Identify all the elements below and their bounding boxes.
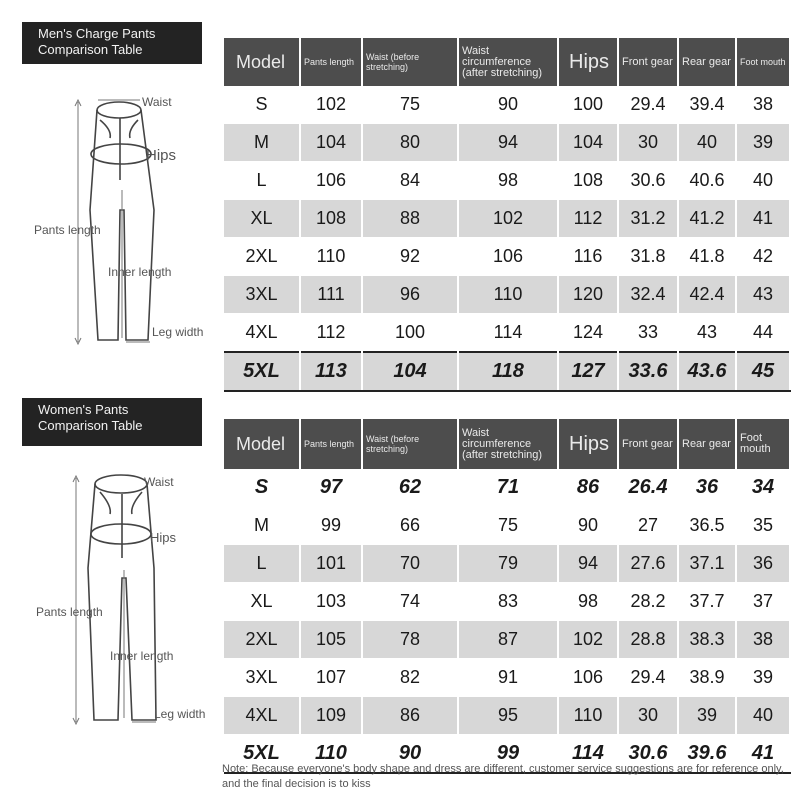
women-header-model: Model bbox=[224, 419, 300, 469]
women-table-cell: 101 bbox=[300, 545, 362, 583]
women-pants-diagram bbox=[20, 458, 220, 738]
women-table-cell: S bbox=[224, 469, 300, 507]
men-table-cell: 124 bbox=[558, 314, 618, 353]
women-waist-label: Waist bbox=[144, 475, 174, 489]
men-table-cell: 102 bbox=[458, 200, 558, 238]
women-table-row bbox=[224, 545, 790, 583]
men-header-model: Model bbox=[224, 38, 300, 86]
women-table-cell: 105 bbox=[300, 621, 362, 659]
men-table-cell: M bbox=[224, 124, 300, 162]
men-table-cell: 102 bbox=[300, 86, 362, 124]
disclaimer-note: Note: Because everyone's body shape and dress are different, customer service suggestions are for reference only, and the final decision is to kiss bbox=[222, 763, 784, 790]
men-table-cell: 80 bbox=[362, 124, 458, 162]
men-table-cell: 40.6 bbox=[678, 162, 736, 200]
women-table-cell: 41 bbox=[736, 735, 790, 774]
men-table-cell: 110 bbox=[300, 238, 362, 276]
men-header-waist-before: Waist (before stretching) bbox=[362, 38, 458, 86]
men-header-row bbox=[224, 38, 790, 86]
men-table-cell: 114 bbox=[458, 314, 558, 353]
women-table-cell: 39.6 bbox=[678, 735, 736, 774]
men-header-waist-after: Waist circumference (after stretching) bbox=[458, 38, 558, 86]
women-table-cell: 39 bbox=[678, 697, 736, 735]
women-leg-width-label: Leg width bbox=[154, 707, 206, 721]
men-section-title: Men's Charge Pants Comparison Table bbox=[22, 22, 202, 64]
men-table-row bbox=[224, 200, 790, 238]
men-table-cell: 43.6 bbox=[678, 352, 736, 391]
men-table-cell: 98 bbox=[458, 162, 558, 200]
men-table-cell: 104 bbox=[362, 352, 458, 391]
men-inner-length-label: Inner length bbox=[108, 265, 172, 279]
women-table-cell: 102 bbox=[558, 621, 618, 659]
men-waist-label: Waist bbox=[142, 95, 172, 109]
women-table-cell: 30 bbox=[618, 697, 678, 735]
women-header-waist-after: Waist circumference (after stretching) bbox=[458, 419, 558, 469]
women-table-cell: 35 bbox=[736, 507, 790, 545]
men-header-rear-gear: Rear gear bbox=[678, 38, 736, 86]
men-header-front-gear: Front gear bbox=[618, 38, 678, 86]
men-table-cell: 41 bbox=[736, 200, 790, 238]
men-table-cell: 120 bbox=[558, 276, 618, 314]
men-table-row bbox=[224, 238, 790, 276]
men-table-cell: L bbox=[224, 162, 300, 200]
women-table-cell: 98 bbox=[558, 583, 618, 621]
women-table-cell: 27.6 bbox=[618, 545, 678, 583]
women-table-cell: 37.7 bbox=[678, 583, 736, 621]
men-table-cell: 39 bbox=[736, 124, 790, 162]
women-table-cell: 66 bbox=[362, 507, 458, 545]
women-table-cell: 90 bbox=[558, 507, 618, 545]
women-table-cell: 90 bbox=[362, 735, 458, 774]
women-table-cell: 26.4 bbox=[618, 469, 678, 507]
women-table-cell: 38.3 bbox=[678, 621, 736, 659]
women-table-cell: 29.4 bbox=[618, 659, 678, 697]
women-table-cell: L bbox=[224, 545, 300, 583]
women-table-cell: 97 bbox=[300, 469, 362, 507]
women-table-cell: 103 bbox=[300, 583, 362, 621]
men-table-cell: 4XL bbox=[224, 314, 300, 353]
women-table-cell: 37 bbox=[736, 583, 790, 621]
women-header-front-gear: Front gear bbox=[618, 419, 678, 469]
women-table-cell: 3XL bbox=[224, 659, 300, 697]
men-table-cell: 111 bbox=[300, 276, 362, 314]
men-table-row bbox=[224, 86, 790, 124]
women-table-cell: 110 bbox=[558, 697, 618, 735]
men-table-cell: 104 bbox=[558, 124, 618, 162]
men-table-cell: 30 bbox=[618, 124, 678, 162]
women-table-cell: 78 bbox=[362, 621, 458, 659]
women-table-cell: 34 bbox=[736, 469, 790, 507]
men-table-cell: 104 bbox=[300, 124, 362, 162]
women-section-title: Women's Pants Comparison Table bbox=[22, 398, 202, 446]
men-header-pants-length: Pants length bbox=[300, 38, 362, 86]
men-table-cell: 116 bbox=[558, 238, 618, 276]
women-table-cell: 28.2 bbox=[618, 583, 678, 621]
men-header-hips: Hips bbox=[558, 38, 618, 86]
women-table-cell: 75 bbox=[458, 507, 558, 545]
men-pants-diagram bbox=[20, 80, 220, 360]
men-table-cell: 40 bbox=[678, 124, 736, 162]
women-table-cell: 36 bbox=[736, 545, 790, 583]
women-table-row bbox=[224, 507, 790, 545]
men-table-cell: 75 bbox=[362, 86, 458, 124]
men-header-foot-mouth: Foot mouth bbox=[736, 38, 790, 86]
men-size-table bbox=[224, 38, 791, 392]
women-table-cell: 40 bbox=[736, 697, 790, 735]
men-table-cell: 108 bbox=[300, 200, 362, 238]
men-table-cell: 33 bbox=[618, 314, 678, 353]
women-table-cell: 99 bbox=[458, 735, 558, 774]
men-table-cell: 41.8 bbox=[678, 238, 736, 276]
women-table-cell: 94 bbox=[558, 545, 618, 583]
men-table-cell: 41.2 bbox=[678, 200, 736, 238]
men-table-cell: 88 bbox=[362, 200, 458, 238]
women-table-cell: 27 bbox=[618, 507, 678, 545]
women-table-cell: 95 bbox=[458, 697, 558, 735]
women-table-row bbox=[224, 621, 790, 659]
men-table-cell: 38 bbox=[736, 86, 790, 124]
women-table-cell: 99 bbox=[300, 507, 362, 545]
men-table-cell: 94 bbox=[458, 124, 558, 162]
men-table-cell: 5XL bbox=[224, 352, 300, 391]
women-table-cell: 82 bbox=[362, 659, 458, 697]
women-table-cell: 71 bbox=[458, 469, 558, 507]
men-table-row bbox=[224, 352, 790, 391]
men-table-cell: 40 bbox=[736, 162, 790, 200]
men-table-row bbox=[224, 124, 790, 162]
women-table-cell: 70 bbox=[362, 545, 458, 583]
women-pants-length-label: Pants length bbox=[36, 605, 103, 619]
women-table-cell: 86 bbox=[558, 469, 618, 507]
women-table-cell: 38.9 bbox=[678, 659, 736, 697]
women-table-cell: M bbox=[224, 507, 300, 545]
women-table-cell: 107 bbox=[300, 659, 362, 697]
women-header-pants-length: Pants length bbox=[300, 419, 362, 469]
women-table-cell: 38 bbox=[736, 621, 790, 659]
men-table-cell: 43 bbox=[678, 314, 736, 353]
men-table-cell: 32.4 bbox=[618, 276, 678, 314]
men-table-cell: 100 bbox=[558, 86, 618, 124]
women-inner-length-label: Inner length bbox=[110, 649, 174, 663]
men-table-cell: 112 bbox=[558, 200, 618, 238]
women-table-cell: 62 bbox=[362, 469, 458, 507]
women-table-body bbox=[224, 469, 790, 773]
women-table-cell: 2XL bbox=[224, 621, 300, 659]
women-header-hips: Hips bbox=[558, 419, 618, 469]
men-leg-width-label: Leg width bbox=[152, 325, 204, 339]
women-table-cell: 91 bbox=[458, 659, 558, 697]
women-table-cell: XL bbox=[224, 583, 300, 621]
men-table-cell: 118 bbox=[458, 352, 558, 391]
men-table-cell: 90 bbox=[458, 86, 558, 124]
women-table-cell: 74 bbox=[362, 583, 458, 621]
men-table-cell: 96 bbox=[362, 276, 458, 314]
women-table-cell: 86 bbox=[362, 697, 458, 735]
women-table-cell: 87 bbox=[458, 621, 558, 659]
men-table-cell: 112 bbox=[300, 314, 362, 353]
men-table-cell: 3XL bbox=[224, 276, 300, 314]
men-pants-length-label: Pants length bbox=[34, 223, 101, 237]
women-table-row bbox=[224, 659, 790, 697]
women-table-cell: 39 bbox=[736, 659, 790, 697]
women-header-rear-gear: Rear gear bbox=[678, 419, 736, 469]
men-table-cell: 42.4 bbox=[678, 276, 736, 314]
women-table-row bbox=[224, 469, 790, 507]
men-table-cell: 42 bbox=[736, 238, 790, 276]
men-table-row bbox=[224, 162, 790, 200]
women-table-cell: 36.5 bbox=[678, 507, 736, 545]
women-table-cell: 109 bbox=[300, 697, 362, 735]
men-table-cell: 100 bbox=[362, 314, 458, 353]
women-table-cell: 106 bbox=[558, 659, 618, 697]
men-table-cell: 45 bbox=[736, 352, 790, 391]
men-table-cell: XL bbox=[224, 200, 300, 238]
men-table-cell: 33.6 bbox=[618, 352, 678, 391]
men-table-cell: 31.8 bbox=[618, 238, 678, 276]
men-table-cell: 106 bbox=[458, 238, 558, 276]
women-table-cell: 28.8 bbox=[618, 621, 678, 659]
women-table-cell: 4XL bbox=[224, 697, 300, 735]
women-table-cell: 37.1 bbox=[678, 545, 736, 583]
women-hips-label: Hips bbox=[150, 530, 177, 545]
men-table-row bbox=[224, 276, 790, 314]
men-table-cell: S bbox=[224, 86, 300, 124]
men-table-cell: 2XL bbox=[224, 238, 300, 276]
men-hips-label: Hips bbox=[146, 147, 177, 164]
women-table-cell: 110 bbox=[300, 735, 362, 774]
men-table-body bbox=[224, 86, 790, 391]
men-table-cell: 43 bbox=[736, 276, 790, 314]
women-header-row bbox=[224, 419, 790, 469]
men-table-cell: 39.4 bbox=[678, 86, 736, 124]
men-table-cell: 106 bbox=[300, 162, 362, 200]
men-table-cell: 31.2 bbox=[618, 200, 678, 238]
women-header-waist-before: Waist (before stretching) bbox=[362, 419, 458, 469]
women-table-cell: 5XL bbox=[224, 735, 300, 774]
men-table-cell: 30.6 bbox=[618, 162, 678, 200]
women-table-cell: 30.6 bbox=[618, 735, 678, 774]
women-header-foot-mouth: Foot mouth bbox=[736, 419, 790, 469]
men-table-cell: 29.4 bbox=[618, 86, 678, 124]
men-table-row bbox=[224, 314, 790, 353]
women-table-cell: 114 bbox=[558, 735, 618, 774]
men-table-cell: 108 bbox=[558, 162, 618, 200]
women-size-table bbox=[224, 419, 791, 774]
women-table-row bbox=[224, 583, 790, 621]
women-pants-diagram-svg bbox=[20, 458, 220, 738]
men-table-cell: 127 bbox=[558, 352, 618, 391]
women-table-cell: 36 bbox=[678, 469, 736, 507]
women-table-row bbox=[224, 697, 790, 735]
men-table-cell: 44 bbox=[736, 314, 790, 353]
men-table-cell: 110 bbox=[458, 276, 558, 314]
men-table-cell: 92 bbox=[362, 238, 458, 276]
men-table-cell: 84 bbox=[362, 162, 458, 200]
women-table-cell: 79 bbox=[458, 545, 558, 583]
women-table-cell: 83 bbox=[458, 583, 558, 621]
men-table-cell: 113 bbox=[300, 352, 362, 391]
men-pants-diagram-svg bbox=[20, 80, 220, 360]
